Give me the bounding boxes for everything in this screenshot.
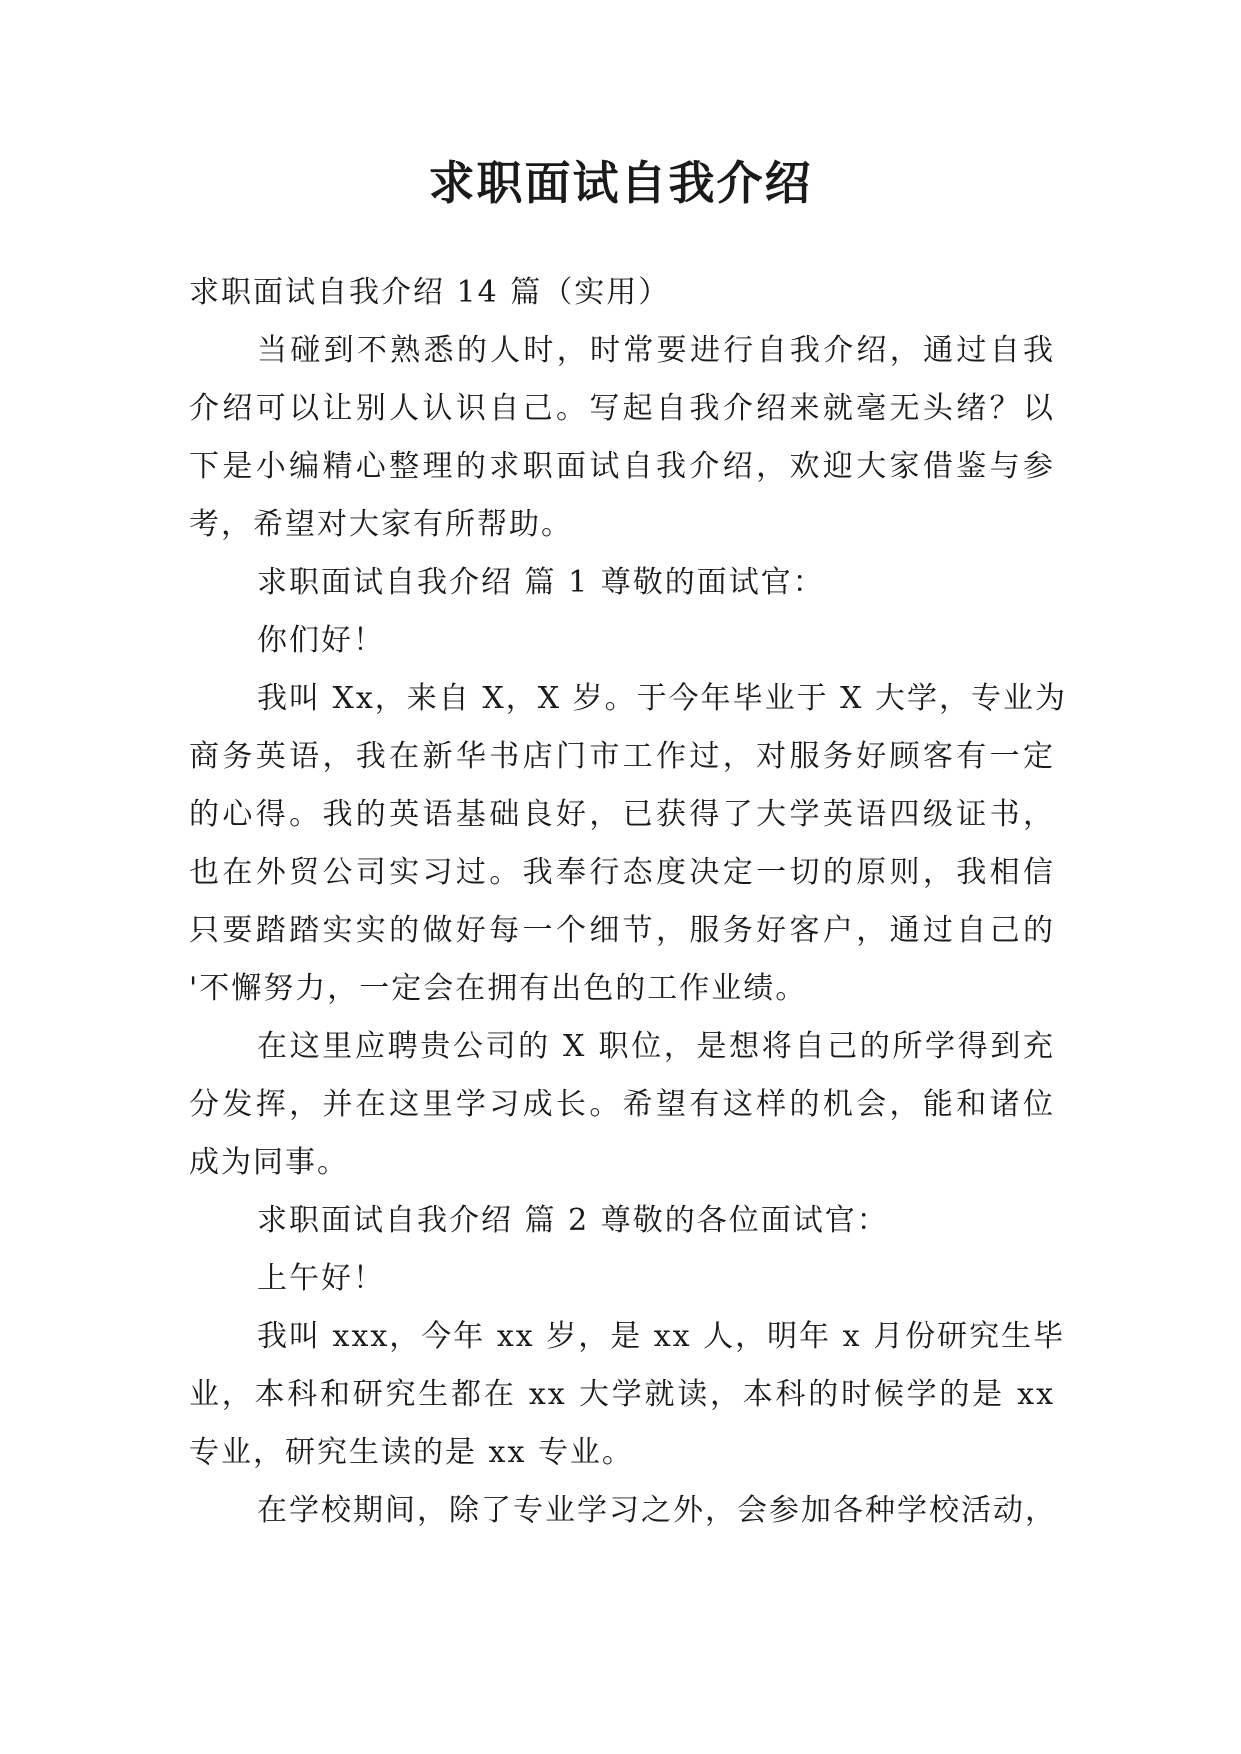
section-heading-line: 求职面试自我介绍 篇 1 尊敬的面试官： (257, 565, 825, 600)
paragraph-line: 当碰到不熟悉的人时，时常要进行自我介绍，通过自我 (257, 333, 1055, 368)
document-body (189, 264, 1068, 1540)
paragraph-line: 在学校期间，除了专业学习之外，会参加各种学校活动， (257, 1493, 1057, 1528)
paragraph-line: 在这里应聘贵公司的 X 职位，是想将自己的所学得到充 (257, 1029, 1055, 1064)
paragraph-line: 也在外贸公司实习过。我奉行态度决定一切的原则，我相信 (189, 855, 1055, 890)
paragraph-line: 只要踏踏实实的做好每一个细节，服务好客户，通过自己的 (189, 913, 1055, 948)
paragraph-line: 商务英语，我在新华书店门市工作过，对服务好顾客有一定 (189, 739, 1055, 774)
paragraph-line: 介绍可以让别人认识自己。写起自我介绍来就毫无头绪？以 (189, 391, 1055, 426)
paragraph-line: 成为同事。 (189, 1145, 349, 1180)
paragraph-line: '不懈努力，一定会在拥有出色的工作业绩。 (189, 971, 808, 1006)
subtitle-line: 求职面试自我介绍 14 篇（实用） (189, 275, 671, 310)
paragraph-line: 我叫 Xx，来自 X，X 岁。于今年毕业于 X 大学，专业为 (257, 681, 1068, 716)
greeting-line: 你们好！ (257, 623, 385, 658)
paragraph-line: 考，希望对大家有所帮助。 (189, 507, 573, 542)
paragraph-line: 分发挥，并在这里学习成长。希望有这样的机会，能和诸位 (189, 1087, 1055, 1122)
paragraph-line: 下是小编精心整理的求职面试自我介绍，欢迎大家借鉴与参 (189, 449, 1055, 484)
section-heading-line: 求职面试自我介绍 篇 2 尊敬的各位面试官： (257, 1203, 889, 1238)
paragraph-line: 专业，研究生读的是 xx 专业。 (189, 1435, 634, 1470)
paragraph-line: 的心得。我的英语基础良好，已获得了大学英语四级证书， (189, 797, 1055, 832)
paragraph-line: 业，本科和研究生都在 xx 大学就读，本科的时候学的是 xx (189, 1377, 1055, 1412)
document-title: 求职面试自我介绍 (428, 156, 813, 210)
greeting-line: 上午好！ (257, 1261, 385, 1296)
paragraph-line: 我叫 xxx，今年 xx 岁，是 xx 人，明年 x 月份研究生毕 (257, 1319, 1066, 1354)
